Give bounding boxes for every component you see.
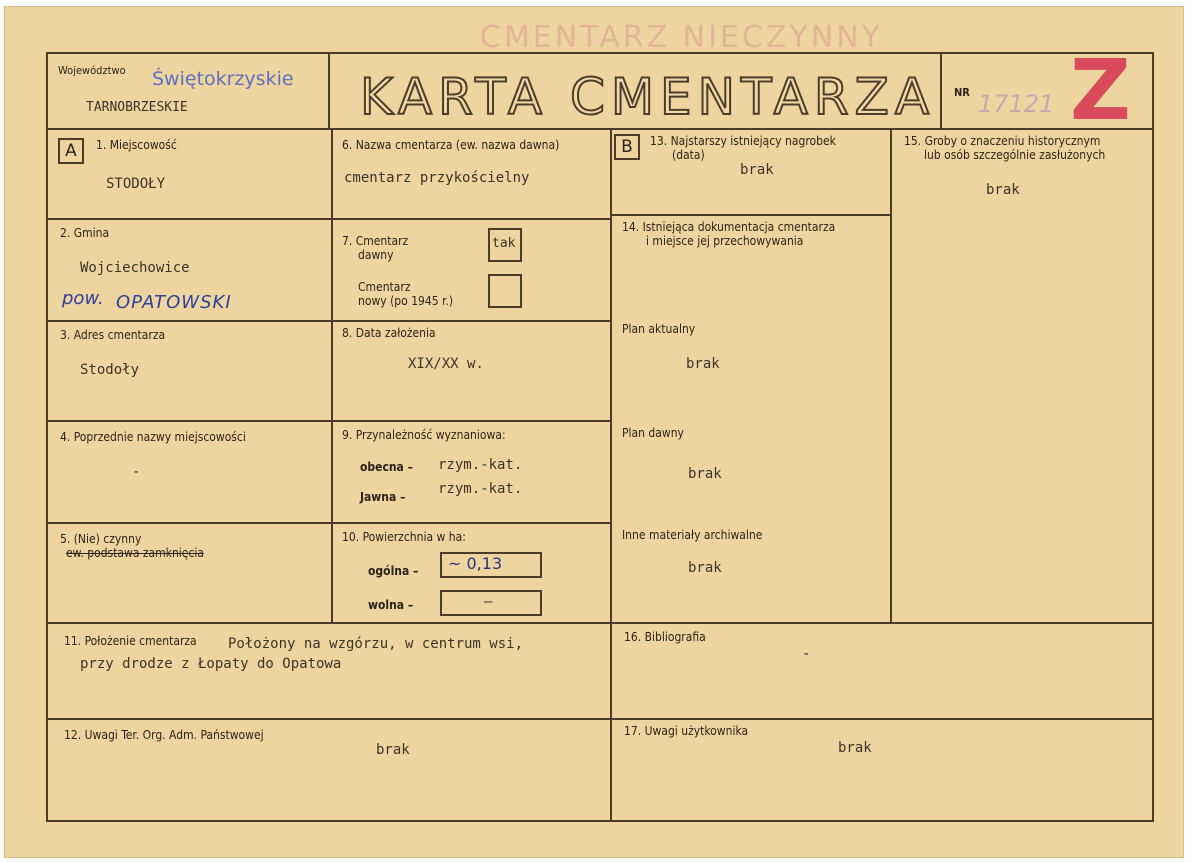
field-12-value: brak	[376, 742, 410, 758]
field-14-label-2: i miejsce jej przechowywania	[646, 234, 804, 248]
field-16-label: 16. Bibliografia	[624, 630, 706, 644]
field-6-value: cmentarz przykościelny	[344, 170, 530, 186]
field-12-label: 12. Uwagi Ter. Org. Adm. Państwowej	[64, 728, 264, 742]
col-divider-2	[610, 128, 612, 820]
field-14-label-1: 14. Istniejąca dokumentacja cmentarza	[622, 220, 836, 234]
inne-materialy-label: Inne materiały archiwalne	[622, 528, 763, 542]
field-11-label: 11. Położenie cmentarza	[64, 634, 197, 648]
row-divider-1	[46, 218, 612, 220]
field-7-checkbox-nowy	[488, 274, 522, 308]
field-15-label-1: 15. Groby o znaczeniu historycznym	[904, 134, 1101, 148]
field-4-value: -	[132, 464, 141, 480]
row-divider-4	[46, 522, 612, 524]
field-9-obecna-label: obecna –	[360, 460, 413, 474]
field-10-wolna-label: wolna –	[368, 598, 414, 612]
field-10-ogolna-label: ogólna –	[368, 564, 419, 578]
field-9-obecna-value: rzym.-kat.	[438, 457, 523, 473]
field-17-value: brak	[838, 740, 872, 756]
field-3-label: 3. Adres cmentarza	[60, 328, 166, 342]
row-divider-6	[46, 718, 1154, 720]
row-divider-5	[46, 622, 1154, 624]
field-2-hand-prefix: pow.	[62, 288, 104, 309]
nr-value: 17121	[978, 90, 1055, 118]
cemetery-status-stamp: CMENTARZ NIECZYNNY	[480, 20, 883, 55]
field-13-label-2: (data)	[672, 148, 705, 162]
field-15-label-2: lub osób szczególnie zasłużonych	[924, 148, 1106, 162]
field-9-dawna-value: rzym.-kat.	[438, 481, 523, 497]
field-17-label: 17. Uwagi użytkownika	[624, 724, 749, 738]
field-10-wolna-box	[440, 590, 542, 616]
field-10-ogolna-value: ~ 0,13	[448, 554, 503, 573]
field-7-checkbox-dawny	[488, 228, 522, 262]
field-9-label: 9. Przynależność wyznaniowa:	[342, 428, 506, 442]
field-2-label: 2. Gmina	[60, 226, 110, 240]
field-13-value: brak	[740, 162, 774, 178]
nr-label: NR	[954, 86, 970, 99]
header-divider	[46, 128, 1154, 130]
row-divider-2	[46, 320, 612, 322]
field-8-label: 8. Data założenia	[342, 326, 436, 340]
field-5-label-line-2: ew. podstawa zamknięcia	[66, 546, 204, 560]
card-title: KARTA CMENTARZA	[360, 68, 936, 126]
plan-aktualny-label: Plan aktualny	[622, 322, 696, 336]
field-11-value-line-2: przy drodze z Łopaty do Opatowa	[80, 656, 342, 672]
field-7-label-b1: Cmentarz	[358, 280, 411, 294]
wojewodztwo-typed: TARNOBRZESKIE	[86, 100, 188, 115]
field-2-value: Wojciechowice	[80, 260, 190, 276]
field-15-value: brak	[986, 182, 1020, 198]
field-7-label-a1: 7. Cmentarz	[342, 234, 409, 248]
field-5-label-line-1: 5. (Nie) czynny	[60, 532, 142, 546]
col-divider-1	[331, 128, 333, 622]
row-divider-b1	[612, 214, 890, 216]
field-10-wolna-value: –	[484, 594, 493, 610]
field-1-label: 1. Miejscowość	[96, 138, 177, 152]
field-13-label-1: 13. Najstarszy istniejący nagrobek	[650, 134, 836, 148]
section-b-tag: B	[614, 134, 640, 160]
field-8-value: XIX/XX w.	[408, 356, 484, 372]
field-4-label: 4. Poprzednie nazwy miejscowości	[60, 430, 246, 444]
field-6-label: 6. Nazwa cmentarza (ew. nazwa dawna)	[342, 138, 560, 152]
field-9-dawna-label: Jawna –	[360, 490, 406, 504]
section-a-tag: A	[58, 138, 84, 164]
field-10-ogolna-box	[440, 552, 542, 578]
wojewodztwo-stamp: Świętokrzyskie	[152, 68, 294, 90]
field-3-value: Stodoły	[80, 362, 140, 378]
field-2-hand-value: OPATOWSKI	[116, 292, 232, 313]
z-mark: Z	[1070, 41, 1131, 139]
header-vline-2	[940, 52, 942, 128]
header-vline-1	[328, 52, 330, 128]
plan-dawny-value: brak	[688, 466, 722, 482]
inne-materialy-value: brak	[688, 560, 722, 576]
field-1-value: STODOŁY	[106, 176, 166, 192]
row-divider-3	[46, 420, 612, 422]
field-16-value: -	[802, 646, 811, 662]
plan-dawny-label: Plan dawny	[622, 426, 684, 440]
col-divider-3	[890, 128, 892, 622]
field-7-label-b2: nowy (po 1945 r.)	[358, 294, 454, 308]
plan-aktualny-value: brak	[686, 356, 720, 372]
field-10-label: 10. Powierzchnia w ha:	[342, 530, 466, 544]
field-7-checkbox-dawny-value: tak	[492, 236, 516, 251]
field-7-label-a2: dawny	[358, 248, 394, 262]
wojewodztwo-label: Województwo	[58, 64, 126, 77]
field-11-value-line-1: Położony na wzgórzu, w centrum wsi,	[228, 636, 524, 652]
